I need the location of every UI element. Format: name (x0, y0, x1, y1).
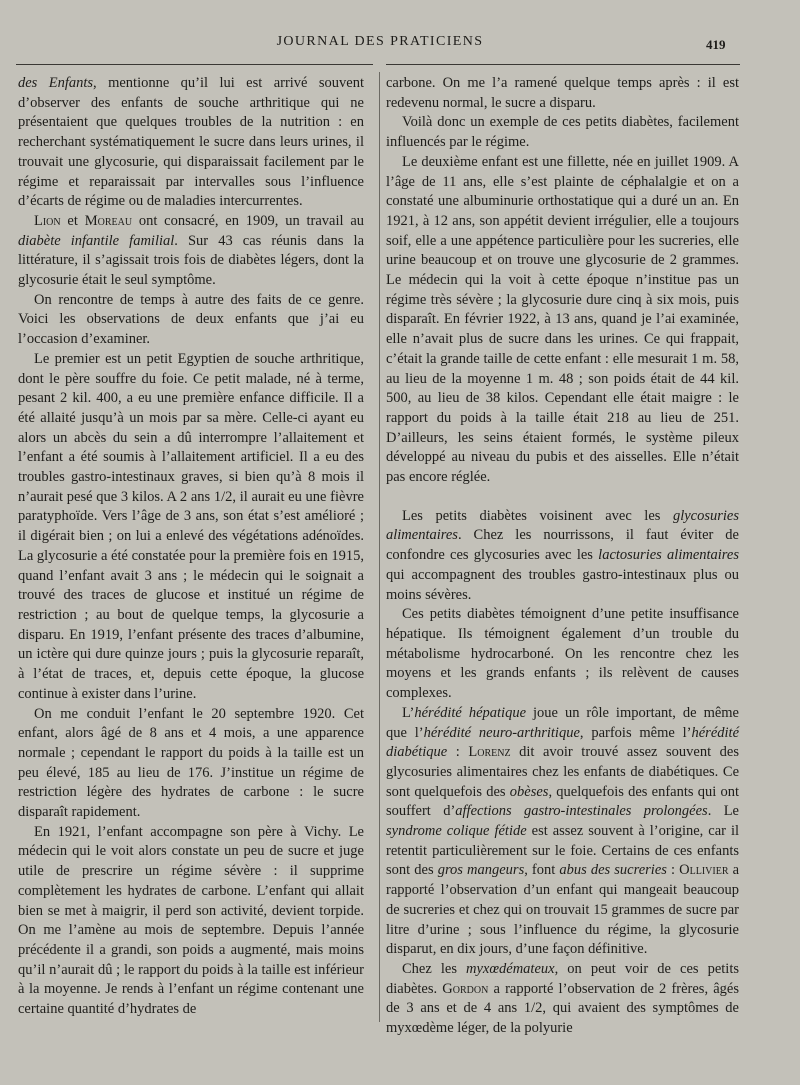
paragraph: On me conduit l’enfant le 20 septembre 1920. Cet enfant, alors âgé de 8 ans et 4 mois, a une apparence normale ; cependant le rapport du poids à la taille est un peu élevé, 185 au lieu de 176. J’institue un régime de restriction légère des hydrates de carbone : le sucre disparaît rapidement. (18, 705, 364, 821)
page-header (0, 34, 800, 56)
header-rule-left (16, 64, 373, 65)
paragraph: Voilà donc un exemple de ces petits diabètes, facilement influencés par le régime. (386, 114, 739, 151)
paragraph: Le deuxième enfant est une fillette, née en juillet 1909. A l’âge de 11 ans, elle s’est plainte de céphalalgie et on a constaté une albuminurie orthostatique qui a duré un an. En 1921, à 12 ans, son appétit devient irrégulier, elle a toujours soif, elle a une appétence particulière pour les sucreries, elle urine beaucoup et on trouve une glycosurie de 2 grammes. Le médecin qui la voit à cette époque n’institue pas un régime très sévère ; la glycosurie dure cinq à six mois, puis disparaît. En février 1922, à 13 ans, quand je l’ai examinée, elle n’avait plus de sucre dans les urines. Ce qui frappait, c’était la grande taille de cette enfant : elle mesurait 1 m. 58, au lieu de la moyenne 1 m. 48 ; son poids était de 44 kil. 500, au lieu de 38 kilos. Cependant elle était maigre : le rapport du poids à la taille était 218 au lieu de 251. D’ailleurs, les seins étaient formés, le système pileux développé au niveau du pubis et des aisselles. Elle n’était pas encore réglée. (386, 153, 739, 486)
column-divider (379, 72, 380, 1022)
paragraph: Lion et Moreau ont consacré, en 1909, un travail au diabète infantile familial. Sur 43 cas réunis dans la littérature, il s’agissait trois fois de diabètes légers, dont la glycosurie était le seul symptôme. (18, 212, 365, 289)
paragraph: carbone. On me l’a ramené quelque temps après : il est redevenu normal, le sucre a disparu. (386, 75, 739, 111)
page-number: 419 (706, 37, 726, 52)
paragraph: Chez les myxœdémateux, on peut voir de ces petits diabètes. Gordon a rapporté l’observation de 2 frères, âgés de 3 ans et de 4 ans 1/2, qui avaient des symptômes de myxœdème léger, de la polyurie (386, 960, 739, 1037)
paragraph: On rencontre de temps à autre des faits de ce genre. Voici les observations de deux enfants que j’ai eu l’occasion d’examiner. (18, 291, 364, 348)
running-title: JOURNAL DES PRATICIENS (276, 34, 484, 49)
paragraph: Les petits diabètes voisinent avec les glycosuries alimentaires. Chez les nourrissons, il faut éviter de confondre ces glycosuries avec les lactosuries alimentaires qui accompagnent des troubles gastro-intestinaux plus ou moins sévères. (386, 507, 739, 603)
paragraph: En 1921, l’enfant accompagne son père à Vichy. Le médecin qui le voit alors constate un peu de sucre et juge utile de prescrire un régime sévère : il supprime complètement les hydrates de carbone. L’enfant qui allait bien se met à maigrir, il perd son activité, devient torpide. On me l’amène au mois de septembre. Depuis l’année précédente il a grandi, son poids a augmenté, mais moins qu’il n’aurait dû ; le rapport du poids à la taille est inférieur à la moyenne. Je rends à l’enfant un régime contenant une certaine quantité d’hydrates de (18, 823, 364, 1018)
header-rule-right (386, 64, 740, 65)
right-column (386, 74, 739, 1039)
paragraph: Le premier est un petit Egyptien de souche arthritique, dont le père souffre du foie. Ce petit malade, né à terme, pesant 2 kil. 400, a eu une première enfance difficile. Il a été allaité jusqu’à un mois par sa mère. Celle-ci ayant eu alors un abcès du sein a dû interrompre l’allaitement et l’enfant a été soumis à l’allaitement artificiel. Il a eu des troubles gastro-intestinaux graves, si bien qu’à 8 mois il n’aurait pesé que 3 kilos. A 2 ans 1/2, il aurait eu une fièvre paratyphoïde. Vers l’âge de 3 ans, son état s’est amélioré ; il digérait bien ; on lui a enlevé des végétations adénoïdes. La glycosurie a été constatée pour la première fois en 1915, quand l’enfant avait 3 ans ; le médecin qui le soignait a trouvé des traces de glucose et institué un régime de restriction ; au bout de quelque temps, la glycosurie a disparu. En 1919, l’enfant présente des traces d’albumine, un ictère qui dure quinze jours ; puis la glycosurie reparaît, à l’état de traces, et, depuis cette époque, la glucose continue à exister dans l’urine. (18, 350, 364, 702)
paragraph: des Enfants, mentionne qu’il lui est arrivé souvent d’observer des enfants de souche arthritique qui ne présentaient que quelques troubles de la nutrition : en recherchant systématiquement le sucre dans leurs urines, il trouvait une glycosurie, qui disparaissait facilement par le régime et reparaissait par intervalles sous l’influence d’écarts de régime ou de maladies intercurrentes. (18, 75, 365, 210)
left-column (18, 74, 364, 1020)
paragraph: Ces petits diabètes témoignent d’une petite insuffisance hépatique. Ils témoignent également d’un trouble du métabolisme hydrocarboné. On les rencontre chez les moyens et les grands enfants ; ils relèvent de causes complexes. (386, 606, 739, 702)
paragraph: L’hérédité hépatique joue un rôle important, de même que l’hérédité neuro-arthritique, parfois même l’hérédité diabétique : Lorenz dit avoir trouvé assez souvent des glycosuries alimentaires chez les enfants de diabétiques. Ce sont quelquefois des obèses, quelquefois des enfants qui ont souffert d’affections gastro-intestinales prolongées. Le syndrome colique fétide est assez souvent à l’origine, car il retentit particulièrement sur le foie. Certains de ces enfants sont des gros mangeurs, font abus des sucreries : Ollivier a rapporté l’observation d’un enfant qui mangeait beaucoup de sucreries et chez qui on trouvait 15 grammes de sucre par litre d’urine ; sous l’influence du régime, la glycosurie disparut, en dix jours, d’une façon définitive. (386, 704, 740, 958)
